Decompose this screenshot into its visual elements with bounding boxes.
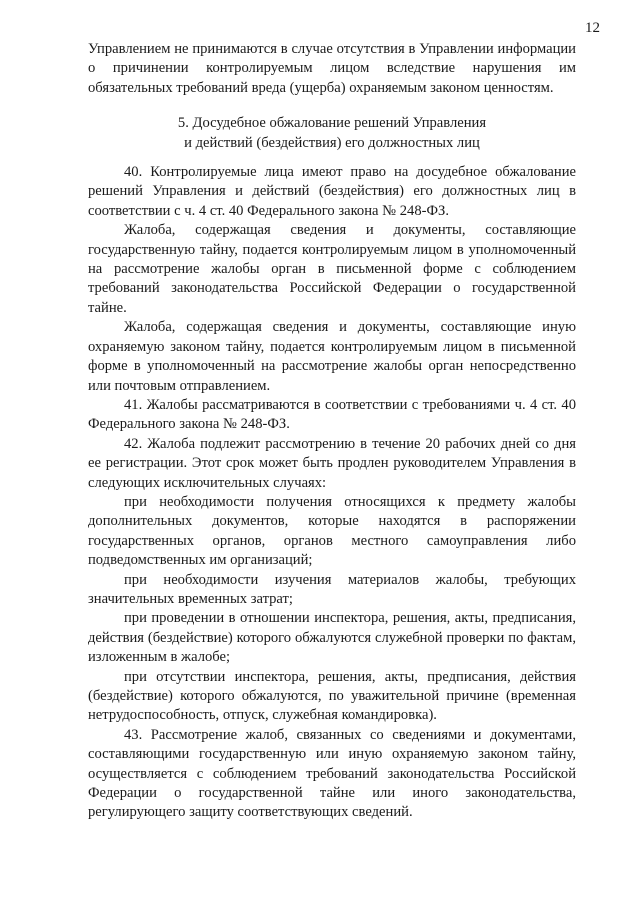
paragraph-42-case-4: при отсутствии инспектора, решения, акты, предписания, действия (бездействие) которого обжалуются, по уважительной причине (временная нетрудоспособность, отпуск, служебная командировка). — [88, 668, 576, 724]
section-title-line-1: 5. Досудебное обжалование решений Управления — [177, 115, 487, 132]
paragraph-43: 43. Рассмотрение жалоб, связанных со сведениями и документами, составляющими государственную или иную охраняемую законом тайну, осуществляется с соблюдением требований законодательства Российской Федерации о государственной тайне или иного законодательства, регулирующего защиту соответствующих сведений. — [88, 726, 576, 821]
paragraph-42-case-3: при проведении в отношении инспектора, решения, акты, предписания, действия (бездействие) которого обжалуются служебной проверки по фактам, изложенным в жалобе; — [88, 610, 576, 666]
intro-paragraph: Управлением не принимаются в случае отсутствия в Управлении информации о причинении контролируемым лицом вследствие нарушения им обязательных требований вреда (ущерба) охраняемым законом ценностям. — [88, 41, 576, 96]
paragraph-42-case-1: при необходимости получения относящихся к предмету жалобы дополнительных документов, которые находятся в распоряжении государственных органов, органов местного самоуправления либо подведомственных им организаций; — [88, 493, 576, 569]
paragraph-40: 40. Контролируемые лица имеют право на досудебное обжалование решений Управления и действий (бездействия) его должностных лиц в соответствии с ч. 4 ст. 40 Федерального закона № 248-ФЗ. — [88, 164, 576, 219]
paragraph-42-case-2: при необходимости изучения материалов жалобы, требующих значительных временных затрат; — [88, 571, 576, 607]
page-number: 12 — [585, 20, 600, 36]
section-title-line-2: и действий (бездействия) его должностных лиц — [184, 134, 480, 151]
paragraph-41: 41. Жалобы рассматриваются в соответствии с требованиями ч. 4 ст. 40 Федерального закона № 248-ФЗ. — [88, 396, 576, 433]
paragraph-state-secret: Жалоба, содержащая сведения и документы, составляющие государственную тайну, подается контролируемым лицом в уполномоченный на рассмотрение жалобы орган в письменной форме с соблюдением требований законодательства Российской Федерации о государственной тайне. — [88, 222, 576, 316]
section-title — [88, 114, 576, 153]
paragraph-other-secret: Жалоба, содержащая сведения и документы, составляющие иную охраняемую законом тайну, подается контролируемым лицом в письменной форме в уполномоченный на рассмотрение жалобы орган непосредственно или почтовым отправлением. — [88, 319, 576, 394]
paragraph-42: 42. Жалоба подлежит рассмотрению в течение 20 рабочих дней со дня ее регистрации. Этот срок может быть продлен руководителем Управления в следующих исключительных случаях: — [88, 435, 576, 491]
document-body — [88, 40, 576, 823]
